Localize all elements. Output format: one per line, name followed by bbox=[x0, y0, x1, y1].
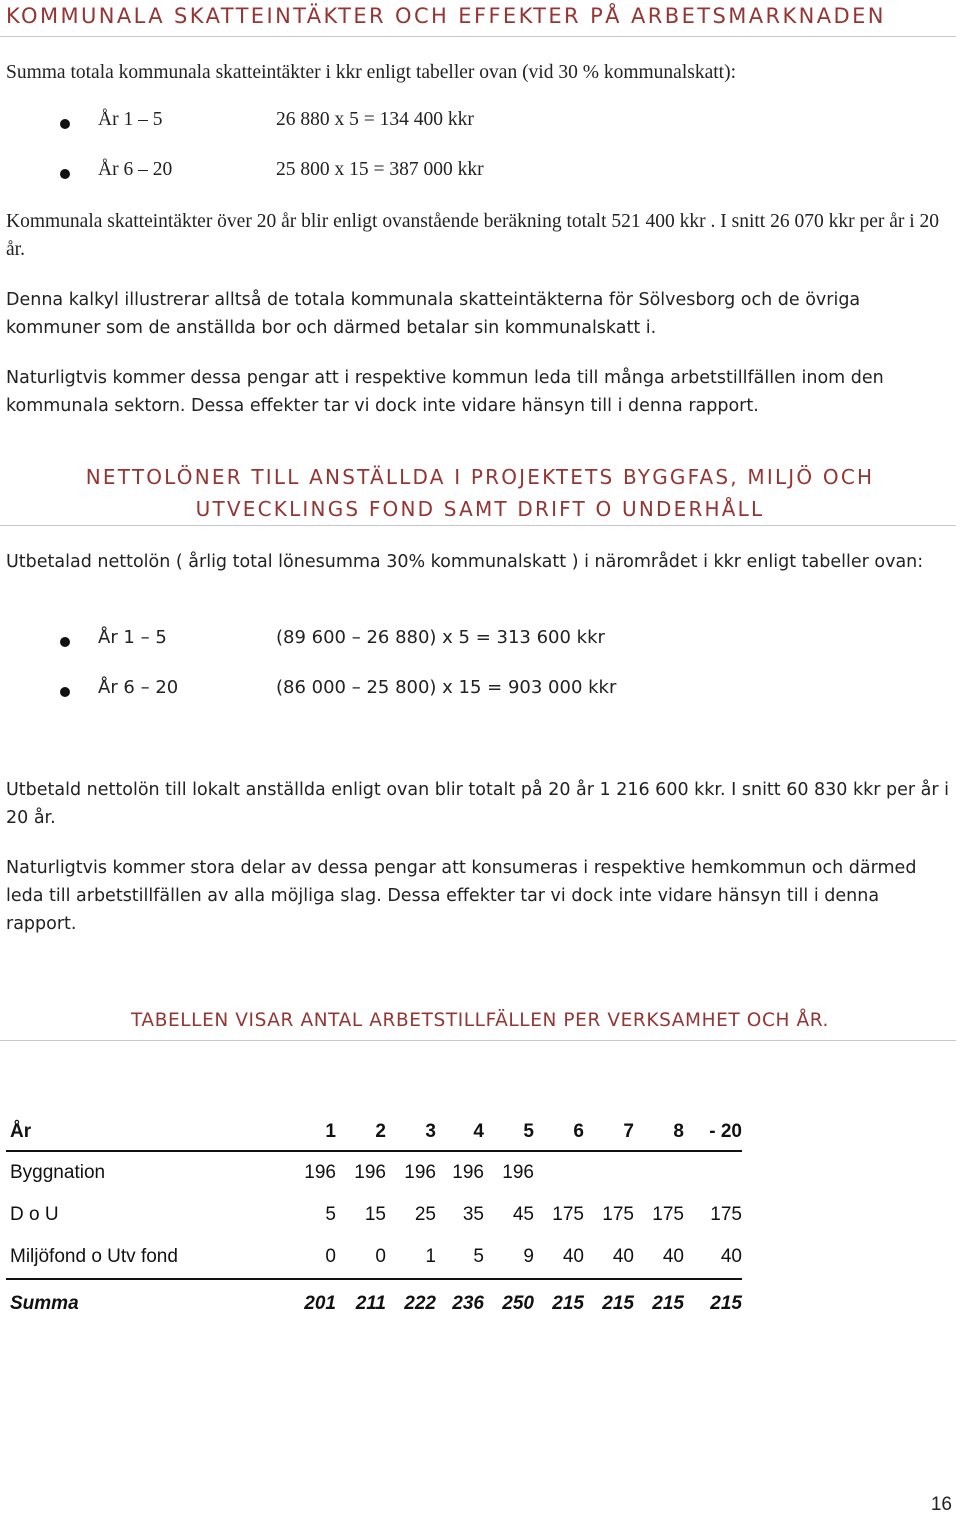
table-cell: 196 bbox=[404, 1162, 436, 1183]
table-cell: 175 bbox=[652, 1204, 684, 1225]
heading-line: NETTOLÖNER TILL ANSTÄLLDA I PROJEKTETS BYGGFAS, MILJÖ OCH bbox=[85, 465, 875, 489]
bullet-calculation: (86 000 – 25 800) x 15 = 903 000 kkr bbox=[276, 677, 617, 698]
table-cell: 196 bbox=[502, 1162, 534, 1183]
table-cell: 222 bbox=[404, 1293, 436, 1314]
table-header-cell: 4 bbox=[436, 1114, 484, 1151]
paragraph-total-net-salary: Utbetald nettolön till lokalt anställda enligt ovan blir totalt på 20 år 1 216 600 kkr. I snitt 60 830 kkr per år i 20 år. bbox=[6, 780, 950, 828]
table-header-cell: 6 bbox=[534, 1114, 584, 1151]
section-heading-jobs-table: TABELLEN VISAR ANTAL ARBETSTILLFÄLLEN PER VERKSAMHET OCH ÅR. bbox=[130, 1010, 830, 1031]
heading-divider bbox=[0, 525, 956, 526]
table-cell: 35 bbox=[462, 1204, 484, 1225]
table-header-cell: År bbox=[6, 1114, 294, 1151]
table-cell: 175 bbox=[710, 1204, 742, 1225]
table-header-cell: - 20 bbox=[684, 1114, 742, 1151]
bullet-dot bbox=[60, 169, 70, 179]
table-cell: 215 bbox=[552, 1293, 584, 1314]
table-cell: 175 bbox=[552, 1204, 584, 1225]
paragraph-calculation-note: Denna kalkyl illustrerar alltså de totala kommunala skatteintäkterna för Sölvesborg och de övriga kommuner som de anställda bor och därmed betalar sin kommunalskatt i. bbox=[6, 290, 861, 338]
table-row bbox=[6, 1194, 742, 1236]
table-cell bbox=[634, 1151, 684, 1194]
heading-divider bbox=[0, 36, 956, 37]
bullet-label: År 6 – 20 bbox=[98, 159, 173, 180]
table-cell: 1 bbox=[386, 1236, 436, 1279]
table-cell: 215 bbox=[652, 1293, 684, 1314]
table-cell: 175 bbox=[602, 1204, 634, 1225]
paragraph-municipal-effects: Naturligtvis kommer dessa pengar att i respektive kommun leda till många arbetstillfällen inom den kommunala sektorn. Dessa effekter tar vi dock inte vidare hänsyn till i denna rapport. bbox=[6, 368, 884, 416]
table-header-cell: 3 bbox=[386, 1114, 436, 1151]
table-header-row bbox=[6, 1114, 742, 1151]
table-cell: 196 bbox=[304, 1162, 336, 1183]
section-heading-tax-revenue: KOMMUNALA SKATTEINTÄKTER OCH EFFEKTER PÅ ARBETSMARKNADEN bbox=[6, 4, 886, 28]
paragraph-consumption-effects: Naturligtvis kommer stora delar av dessa pengar att konsumeras i respektive hemkommun och därmed leda till arbetstillfällen av alla möjliga slag. Dessa effekter tar vi dock inte vidare hänsyn till i denna rapport. bbox=[6, 858, 917, 934]
bullet-calculation: (89 600 – 26 880) x 5 = 313 600 kkr bbox=[276, 627, 605, 648]
table-cell bbox=[584, 1151, 634, 1194]
bullet-calculation: 26 880 x 5 = 134 400 kkr bbox=[276, 109, 474, 130]
table-row bbox=[6, 1236, 742, 1279]
table-header-cell: 2 bbox=[336, 1114, 386, 1151]
table-cell: 40 bbox=[684, 1236, 742, 1279]
section-heading-net-salaries bbox=[6, 461, 954, 525]
table-cell: 0 bbox=[294, 1236, 336, 1279]
table-cell: 0 bbox=[336, 1236, 386, 1279]
table-cell: Miljöfond o Utv fond bbox=[6, 1236, 294, 1279]
table-cell: 45 bbox=[512, 1204, 534, 1225]
table-cell: Summa bbox=[10, 1293, 79, 1314]
table-cell: 196 bbox=[354, 1162, 386, 1183]
bullet-label: År 6 – 20 bbox=[98, 677, 179, 698]
bullet-label: År 1 – 5 bbox=[98, 627, 167, 648]
table-cell: 5 bbox=[436, 1236, 484, 1279]
table-header-cell: 7 bbox=[584, 1114, 634, 1151]
table-cell: 9 bbox=[484, 1236, 534, 1279]
table-header-cell: 1 bbox=[294, 1114, 336, 1151]
table-cell: D o U bbox=[10, 1204, 59, 1225]
paragraph-total-revenue: Kommunala skatteintäkter över 20 år blir enligt ovanstående beräkning totalt 521 400 kkr . I snitt 26 070 kkr per år i 20 år. bbox=[6, 211, 940, 260]
table-row bbox=[6, 1151, 742, 1194]
table-sum-row bbox=[6, 1279, 742, 1328]
table-header-cell: 5 bbox=[484, 1114, 534, 1151]
bullet-calculation: 25 800 x 15 = 387 000 kkr bbox=[276, 159, 484, 180]
page-number: 16 bbox=[930, 1494, 952, 1515]
table-cell: 215 bbox=[602, 1293, 634, 1314]
bullet-dot bbox=[60, 687, 70, 697]
table-cell: 40 bbox=[534, 1236, 584, 1279]
table-cell: 15 bbox=[364, 1204, 386, 1225]
intro-paragraph: Summa totala kommunala skatteintäkter i kkr enligt tabeller ovan (vid 30 % kommunalskatt): bbox=[6, 62, 736, 83]
table-cell: 5 bbox=[325, 1204, 336, 1225]
table-cell bbox=[684, 1151, 742, 1194]
table-cell: 40 bbox=[584, 1236, 634, 1279]
table-cell: 236 bbox=[452, 1293, 484, 1314]
bullet-label: År 1 – 5 bbox=[98, 109, 163, 130]
table-cell: 250 bbox=[502, 1293, 534, 1314]
table-cell: 211 bbox=[355, 1293, 386, 1314]
heading-line: UTVECKLINGS FOND SAMT DRIFT O UNDERHÅLL bbox=[195, 497, 765, 521]
table-cell: Byggnation bbox=[10, 1162, 106, 1183]
bullet-dot bbox=[60, 119, 70, 129]
table-cell: 215 bbox=[710, 1293, 742, 1314]
table-cell: 201 bbox=[304, 1293, 336, 1314]
table-header-cell: 8 bbox=[634, 1114, 684, 1151]
table-cell: 40 bbox=[634, 1236, 684, 1279]
heading-divider bbox=[0, 1040, 956, 1041]
table-cell: 25 bbox=[414, 1204, 436, 1225]
bullet-dot bbox=[60, 637, 70, 647]
table-cell bbox=[534, 1151, 584, 1194]
jobs-table bbox=[6, 1114, 742, 1328]
intro-paragraph: Utbetalad nettolön ( årlig total lönesumma 30% kommunalskatt ) i närområdet i kkr enligt tabeller ovan: bbox=[6, 552, 924, 572]
table-cell: 196 bbox=[452, 1162, 484, 1183]
